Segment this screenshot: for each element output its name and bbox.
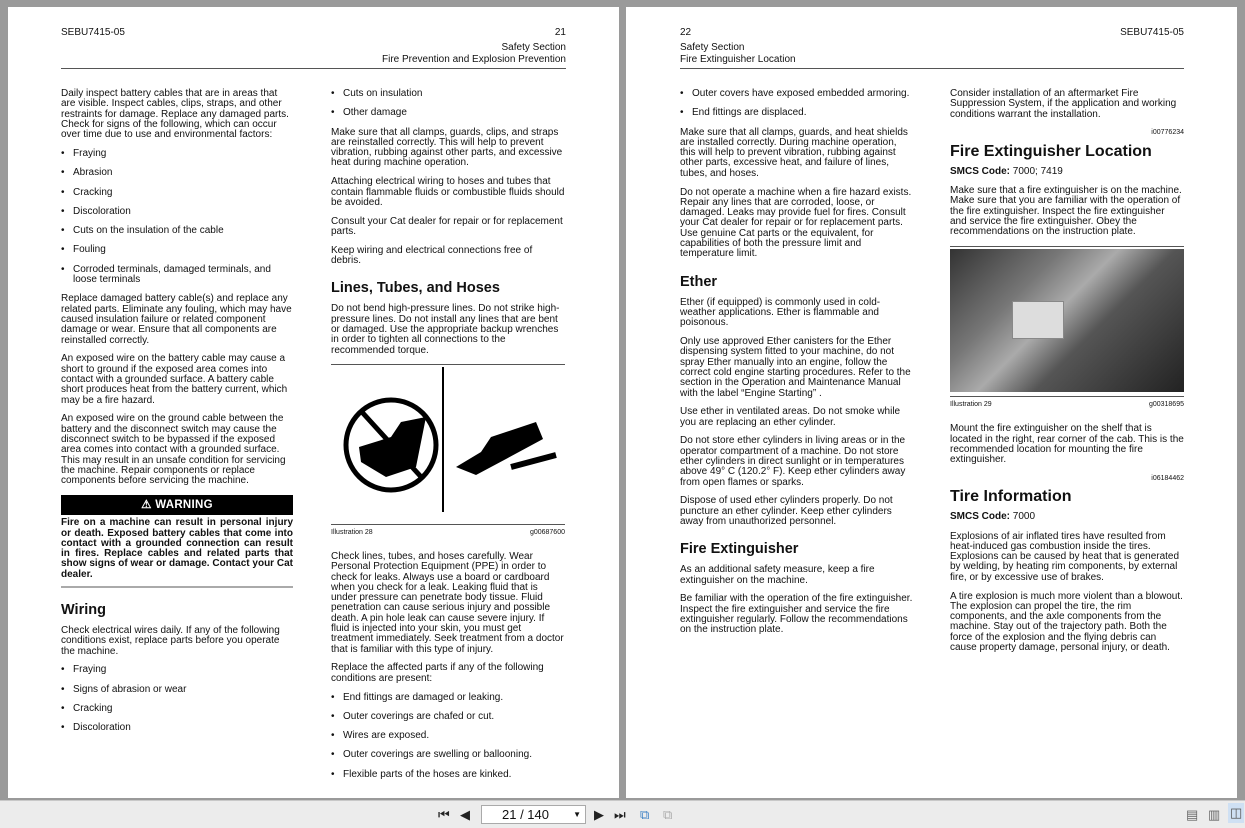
subsection-title: Fire Extinguisher Location	[680, 54, 796, 65]
bullet-item: • Cracking	[61, 188, 293, 198]
hose-leak-safety-drawing	[331, 367, 565, 515]
warning-title: WARNING	[155, 498, 213, 511]
right-column-2	[950, 89, 1184, 662]
section-heading: Ether	[680, 273, 718, 290]
bullet-item: • Fraying	[61, 149, 293, 159]
header-rule	[61, 68, 566, 69]
paragraph: Check electrical wires daily. If any of the following conditions exist, replace parts before you operate the machine.	[61, 624, 280, 657]
bullet-item: • Corroded terminals, damaged terminals, and loose terminals	[61, 265, 293, 286]
bullet-item: • Wires are exposed.	[331, 731, 565, 741]
reference-id: i06184462	[1151, 474, 1184, 482]
chevron-down-icon[interactable]: ▼	[573, 810, 581, 819]
paragraph: Replace the affected parts if any of the following conditions are present:	[331, 662, 544, 684]
two-page-view-icon[interactable]: ◫	[1228, 803, 1244, 823]
paragraph: Be familiar with the operation of the fire extinguisher. Inspect the fire extinguisher and service the fire extinguisher regularly. Follow the recommendations on the instruction plate.	[680, 593, 913, 636]
illustration	[331, 364, 565, 538]
warning-text: Fire on a machine can result in personal injury or death. Exposed battery cables that come into contact with a grounded connection can result in fires. Replace cables and related parts that show signs of wear or damage. Contact your Cat dealer.	[61, 517, 293, 580]
header-rule	[680, 68, 1184, 69]
warning-triangle-icon: ⚠	[141, 498, 156, 511]
reference-id: i00776234	[1151, 129, 1184, 137]
previous-view-icon[interactable]: ⧉	[640, 807, 650, 822]
paragraph: Do not store ether cylinders in living areas or in the operator compartment of a machine. Do not store ether cylinders in direct sunlight or in temperatures above 49° C (120.2° F). Keep ether cylinders away from open flames or sparks.	[680, 435, 906, 488]
paragraph: As an additional safety measure, keep a fire extinguisher on the machine.	[680, 564, 875, 586]
smcs-code	[950, 167, 1184, 177]
smcs-label: SMCS Code:	[950, 165, 1010, 177]
section-heading: Fire Extinguisher	[680, 541, 799, 558]
paragraph: Consider installation of an aftermarket Fire Suppression System, if the application and working conditions warrant the installation.	[950, 88, 1177, 120]
left-column-1	[61, 89, 293, 743]
previous-page-icon[interactable]: ◀	[460, 807, 470, 822]
paragraph: Consult your Cat dealer for repair or for replacement parts.	[331, 215, 563, 237]
bullet-item: • Discoloration	[61, 723, 293, 733]
section-title: Safety Section	[501, 42, 566, 53]
extinguisher-shape	[1012, 301, 1064, 339]
bullet-item: • Outer coverings are chafed or cut.	[331, 712, 565, 722]
paragraph: Ether (if equipped) is commonly used in cold-weather applications. Ether is flammable and poisonous.	[680, 296, 881, 329]
warning-banner	[61, 495, 293, 515]
bullet-item: • Fouling	[61, 245, 293, 255]
smcs-label: SMCS Code:	[950, 511, 1010, 523]
bullet-item: • Cuts on insulation	[331, 89, 565, 99]
first-page-icon[interactable]: ⏮	[438, 807, 450, 822]
bullet-item: • Cracking	[61, 704, 293, 714]
paragraph: Keep wiring and electrical connections free of debris.	[331, 244, 533, 267]
page-number-select[interactable]	[481, 805, 586, 824]
illustration-code: g00318695	[1148, 400, 1184, 408]
smcs-value: 7000; 7419	[1012, 165, 1063, 177]
paragraph: Check lines, tubes, and hoses carefully. Wear Personal Protection Equipment (PPE) in order to check for leaks. Always use a board or cardboard when you check for a leak. Leaking fluid that is under pressure can penetrate body tissue. Fluid penetration can cause serious injury and possible death. A pin hole leak can cause severe injury. If fluid is injected into your skin, you must get treatment immediately. Seek treatment from a doctor that is familiar with this type of injury.	[331, 550, 564, 655]
fire-extinguisher-photo	[950, 249, 1184, 392]
paragraph: Daily inspect battery cables that are in areas that are visible. Inspect cables, clips, straps, and other restraints for damage. Replace any damaged parts. Check for signs of the following, which can occur over time due to use and environmental factors:	[61, 88, 289, 141]
section-heading: Lines, Tubes, and Hoses	[331, 280, 500, 297]
topic-heading: Tire Information	[950, 488, 1072, 506]
bullet-item: • Discoloration	[61, 207, 293, 217]
bullet-item: • Flexible parts of the hoses are kinked.	[331, 770, 565, 780]
paragraph: Dispose of used ether cylinders properly. Do not puncture an ether cylinder. Keep ether cylinders away from unauthorized personnel.	[680, 495, 893, 527]
paragraph: Attaching electrical wiring to hoses and tubes that contain flammable fluids or combustible fluids should be avoided.	[331, 176, 565, 208]
bullet-item: • Other damage	[331, 108, 565, 118]
illustration-code: g00687600	[529, 528, 565, 536]
bullet-item: • Outer covers have exposed embedded armoring.	[680, 89, 914, 99]
smcs-code	[950, 512, 1184, 522]
bullet-item: • Cuts on the insulation of the cable	[61, 226, 293, 236]
continuous-view-icon[interactable]: ▥	[1208, 807, 1221, 822]
illustration	[950, 246, 1184, 410]
paragraph: A tire explosion is much more violent than a blowout. The explosion can propel the tire, the rim components, and the axle components from the machine. Stay out of the trajectory path. Both the force of the explosion and the flying debris can cause property damage, personal injury, or death.	[950, 590, 1183, 654]
paragraph: An exposed wire on the battery cable may cause a short to ground if the exposed area comes into contact with a grounded surface. A battery cable short produces heat from the battery current, which may be a fire hazard.	[61, 353, 288, 406]
paragraph: Do not bend high-pressure lines. Do not strike high-pressure lines. Do not install any lines that are bent or damaged. Use the appropriate backup wrenches in order to tighten all connections to the recommended torque.	[331, 303, 560, 356]
left-column-2	[331, 89, 565, 789]
warning-box	[61, 495, 293, 588]
smcs-value: 7000	[1012, 511, 1036, 523]
paragraph: Explosions of air inflated tires have resulted from heat-induced gas combustion inside the tires. Explosions can be caused by heat that is generated by welding, by heating rim components, by external fire, or by excessive use of brakes.	[950, 530, 1180, 583]
topic-heading: Fire Extinguisher Location	[950, 142, 1152, 160]
next-page-icon[interactable]: ▶	[594, 807, 604, 822]
page-field-value: 21 / 140	[502, 807, 549, 822]
warning-rule	[61, 586, 293, 588]
bullet-item: • End fittings are damaged or leaking.	[331, 693, 565, 703]
bullet-item: • Outer coverings are swelling or ballooning.	[331, 750, 565, 760]
pdf-toolbar	[0, 800, 1245, 828]
paragraph: Replace damaged battery cable(s) and replace any related parts. Eliminate any fouling, which may have caused insulation failure or related component damage or wear. Ensure that all components are reinstalled correctly.	[61, 293, 292, 346]
illustration-caption	[331, 524, 565, 538]
page-number: 21	[554, 27, 566, 38]
paragraph: Mount the fire extinguisher on the shelf that is located in the right, rear corner of the cab. This is the recommended location for mounting the fire extinguisher.	[950, 423, 1184, 466]
paragraph: Make sure that a fire extinguisher is on the machine. Make sure that you are familiar with the operation of the fire extinguisher. Inspect the fire extinguisher and service the fire extinguisher. Obey the recommendations on the instruction plate.	[950, 184, 1182, 238]
page-number: 22	[680, 27, 692, 38]
paragraph: Do not operate a machine when a fire hazard exists. Repair any lines that are corroded, loose, or damaged. Leaks may provide fuel for fires. Consult your Cat dealer for repair or for replacement parts. Use genuine Cat parts or the equivalent, for capabilities of both the pressure limit and temperature limit.	[680, 186, 912, 260]
illustration-label: Illustration 28	[331, 528, 373, 536]
paragraph: Make sure that all clamps, guards, and heat shields are installed correctly. During machine operation, this will help to prevent vibration, rubbing against other parts, excessive heat, and failure of lines, tubes, and hoses.	[680, 126, 908, 179]
left-page	[8, 7, 619, 798]
section-title: Safety Section	[680, 42, 745, 53]
last-page-icon[interactable]: ⏭	[614, 807, 626, 822]
bullet-item: • Fraying	[61, 665, 293, 675]
bullet-item: • Abrasion	[61, 168, 293, 178]
bullet-item: • Signs of abrasion or wear	[61, 685, 293, 695]
section-heading: Wiring	[61, 601, 106, 618]
illustration-caption	[950, 396, 1184, 410]
next-view-icon[interactable]: ⧉	[663, 807, 673, 822]
paragraph: Use ether in ventilated areas. Do not smoke while you are replacing an ether cylinder.	[680, 406, 901, 428]
right-page	[626, 7, 1237, 798]
single-page-view-icon[interactable]: ▤	[1186, 807, 1199, 822]
paragraph: Only use approved Ether canisters for the Ether dispensing system fitted to your machine, do not spray Ether manually into an engine, follow the correct cold engine starting procedures. Refer to the section in the Operation and Maintenance Manual with the label “Engine Starting” .	[680, 336, 911, 399]
paragraph: An exposed wire on the ground cable between the battery and the disconnect switch may cause the disconnect switch to be bypassed if the exposed area comes into contact with a grounded surface. This may result in an unsafe condition for servicing the machine. Repair components or replace components before servicing the machine.	[61, 413, 286, 487]
doc-id: SEBU7415-05	[1120, 27, 1184, 38]
bullet-item: • End fittings are displaced.	[680, 108, 914, 118]
subsection-title: Fire Prevention and Explosion Prevention	[382, 54, 566, 65]
right-column-1	[680, 89, 914, 644]
doc-id: SEBU7415-05	[61, 27, 125, 38]
paragraph: Make sure that all clamps, guards, clips, and straps are reinstalled correctly. This will help to prevent vibration, rubbing against other parts, and excessive heat during machine operation.	[331, 126, 563, 169]
illustration-label: Illustration 29	[950, 400, 992, 408]
